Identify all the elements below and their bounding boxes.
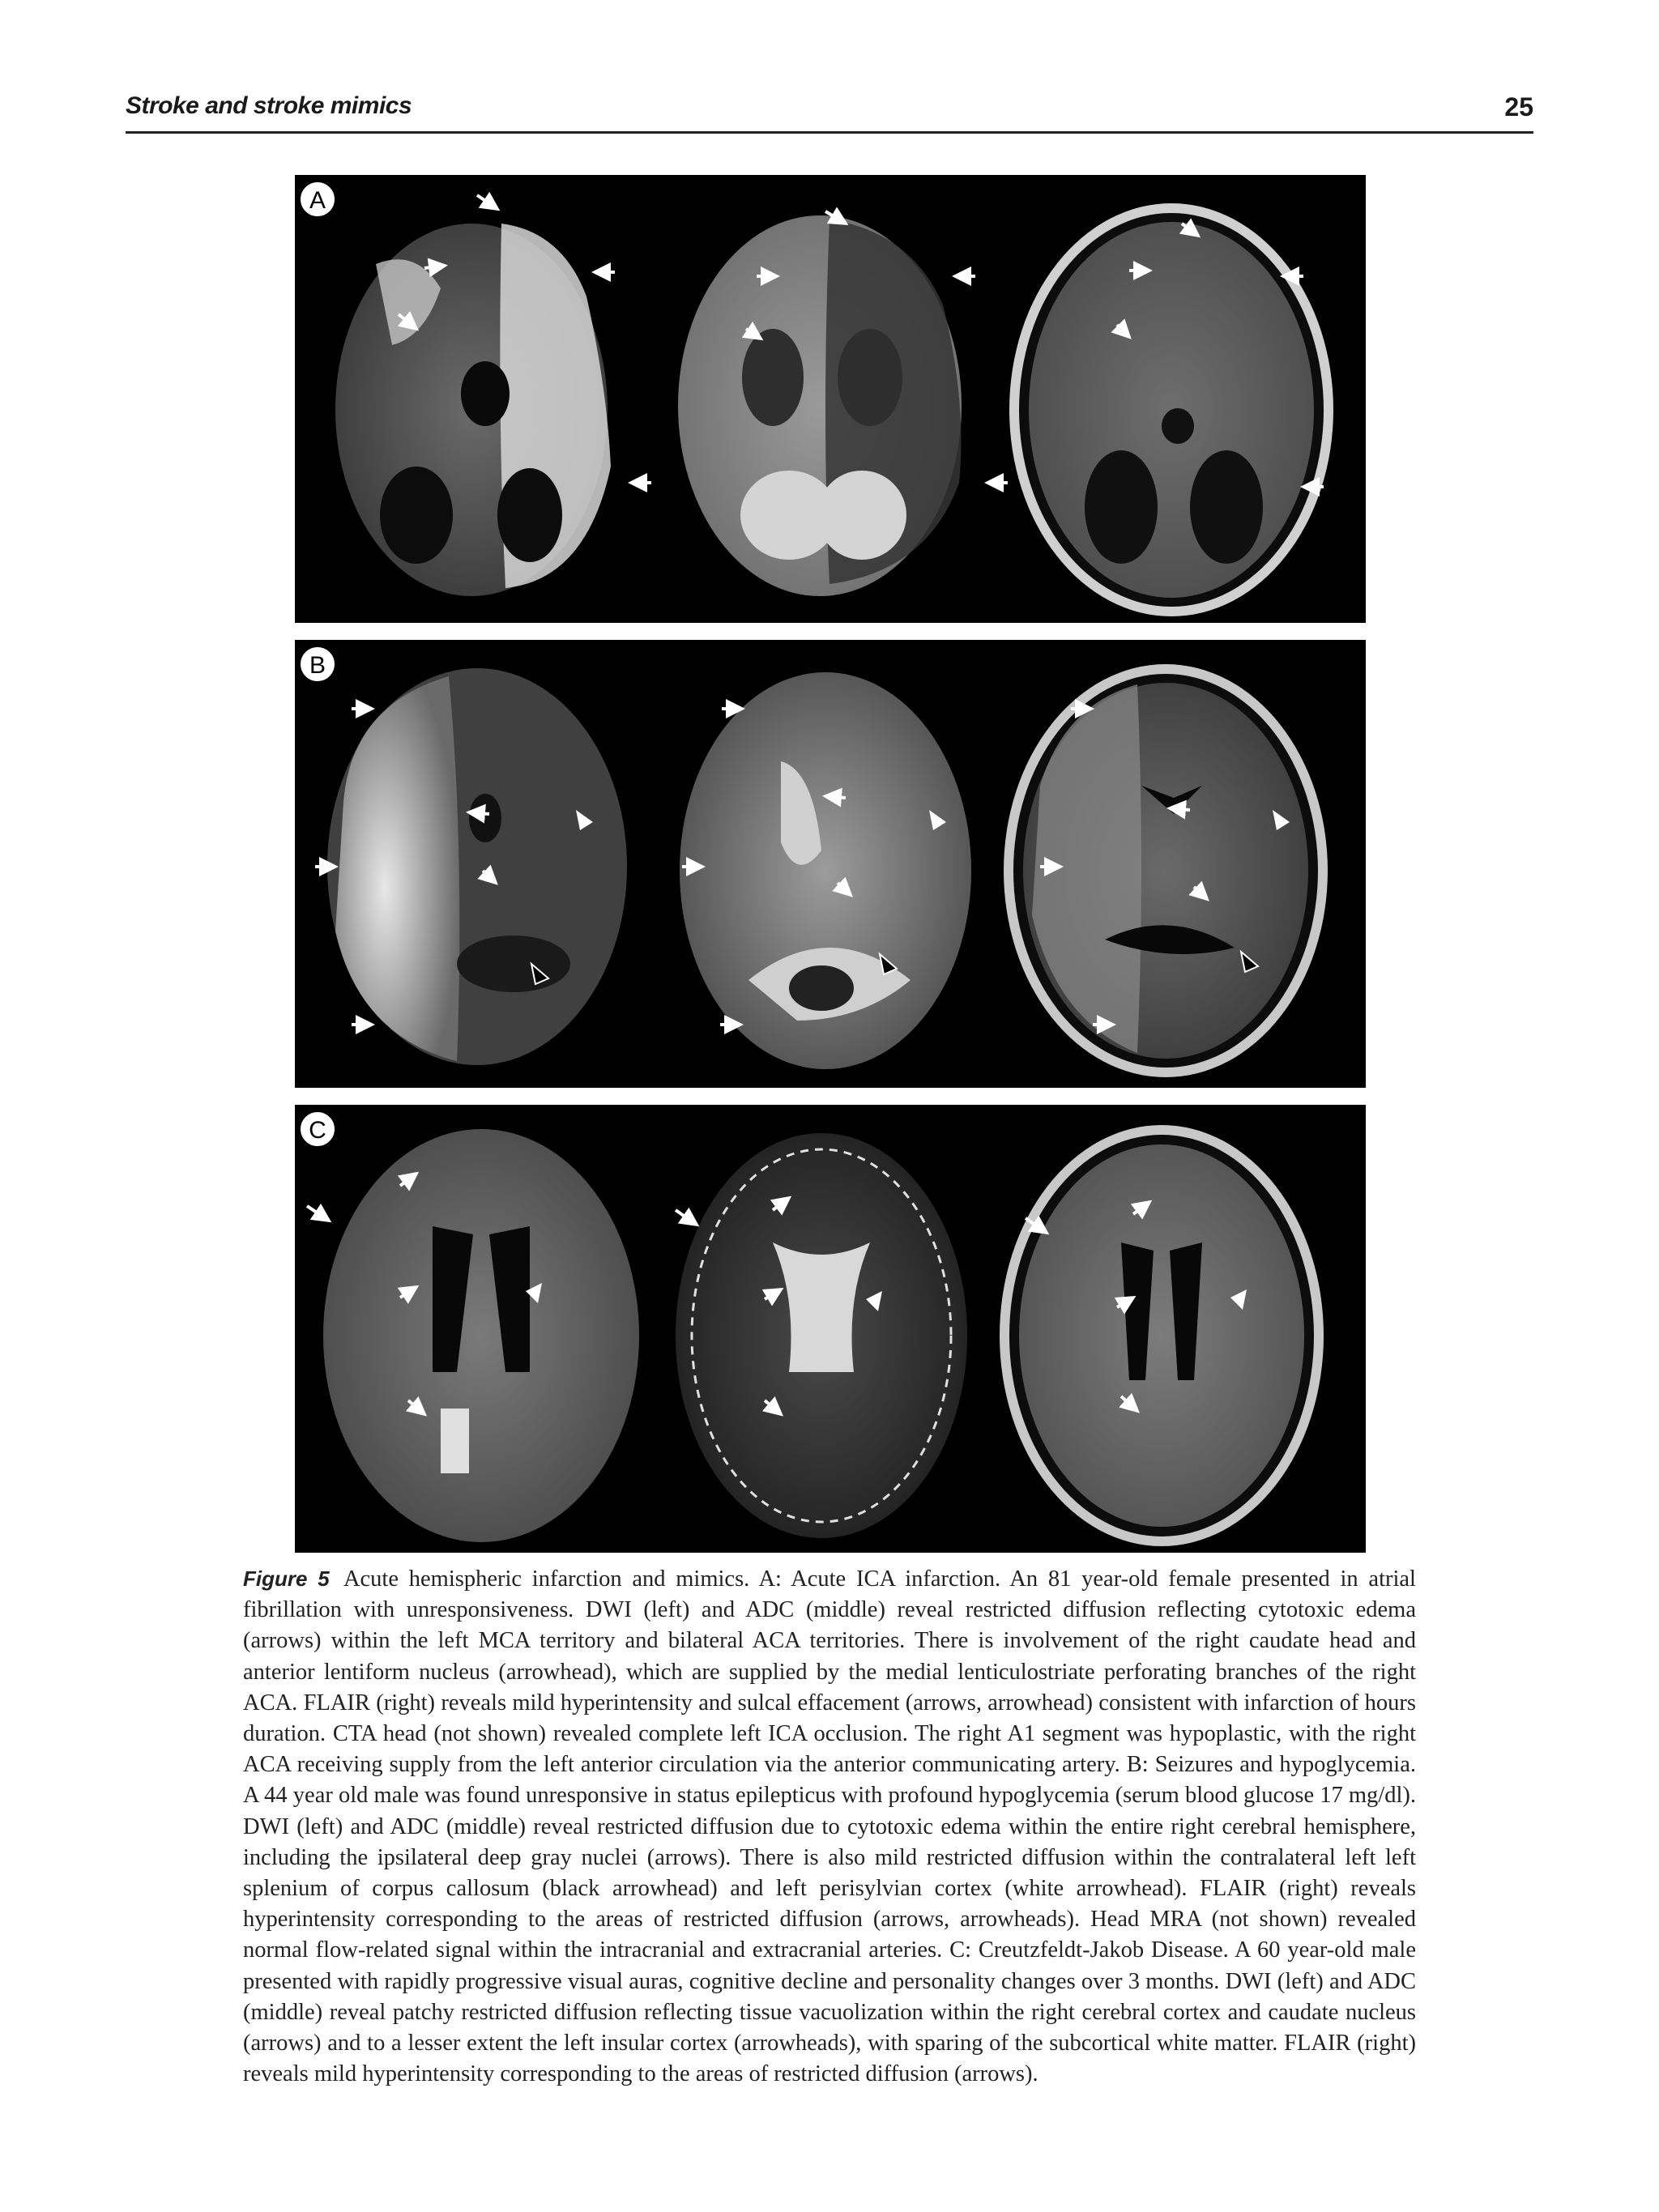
figure-panel-c xyxy=(295,1105,1366,1553)
running-title: Stroke and stroke mimics xyxy=(126,92,412,119)
figure-caption xyxy=(243,1563,1416,2090)
running-head xyxy=(126,91,1533,134)
panel-b-flair-slice xyxy=(1004,664,1328,1077)
panel-a-flair-slice xyxy=(1009,203,1333,616)
panel-c-adc-slice xyxy=(676,1133,967,1538)
panel-a-adc-slice xyxy=(678,215,962,596)
panel-a-label: A xyxy=(309,187,326,214)
panel-a-image xyxy=(295,175,1366,623)
panel-a-dwi-slice xyxy=(335,224,611,596)
panel-c-label-badge xyxy=(300,1111,335,1147)
panel-c-label: C xyxy=(309,1117,326,1144)
panel-b-label-badge xyxy=(300,646,335,682)
figure-panel-b xyxy=(295,640,1366,1088)
panel-c-flair-slice xyxy=(1000,1125,1324,1546)
panel-b-adc-slice xyxy=(680,672,971,1069)
page-number: 25 xyxy=(1504,92,1533,121)
figure-caption-label: Figure 5 xyxy=(243,1566,330,1591)
figure-panel-a xyxy=(295,175,1366,623)
panel-b-image xyxy=(295,640,1366,1088)
panel-c-image xyxy=(295,1105,1366,1553)
panel-b-dwi-slice xyxy=(327,668,627,1065)
panel-b-label: B xyxy=(309,652,326,679)
figure-caption-text: Acute hemispheric infarction and mimics. A: Acute ICA infarction. An 81 year-old female presented in atrial fibrillation with unresponsiveness. DWI (left) and ADC (middle) reveal restricted diffusion reflecting cytotoxic edema (arrows) within the left MCA territory and bilateral ACA territories. There is involvement of the right caudate head and anterior lentiform nucleus (arrowhead), which are supplied by the medial lenticulostriate perforating branches of the right ACA. FLAIR (right) reveals mild hyperintensity and sulcal effacement (arrows, arrowhead) consistent with infarction of hours duration. CTA head (not shown) revealed complete left ICA occlusion. The right A1 segment was hypoplastic, with the right ACA receiving supply from the left anterior circulation via the anterior communicating artery. B: Seizures and hypoglycemia. A 44 year old male was found unresponsive in status epilepticus with profound hypoglycemia (serum blood glucose 17 mg/dl). DWI (left) and ADC (middle) reveal restricted diffusion due to cytotoxic edema within the entire right cerebral hemisphere, including the ipsilateral deep gray nuclei (arrows). There is also mild restricted diffusion within the contralateral left left splenium of corpus callosum (black arrowhead) and left perisylvian cortex (white arrowhead). FLAIR (right) reveals hyperintensity corresponding to the areas of restricted diffusion (arrows, arrowheads). Head MRA (not shown) revealed normal flow-related signal within the intracranial and extracranial arteries. C: Creutzfeldt-Jakob Disease. A 60 year-old male presented with rapidly progressive visual auras, cognitive decline and personality changes over 3 months. DWI (left) and ADC (middle) reveal patchy restricted diffusion reflecting tissue vacuolization within the right cerebral cortex and caudate nucleus (arrows) and to a lesser extent the left insular cortex (arrowheads), with sparing of the subcortical white matter. FLAIR (right) reveals mild hyperintensity corresponding to the areas of restricted diffusion (arrows). xyxy=(243,1566,1416,2087)
panel-a-label-badge xyxy=(300,181,335,217)
panel-c-dwi-slice xyxy=(323,1129,639,1542)
